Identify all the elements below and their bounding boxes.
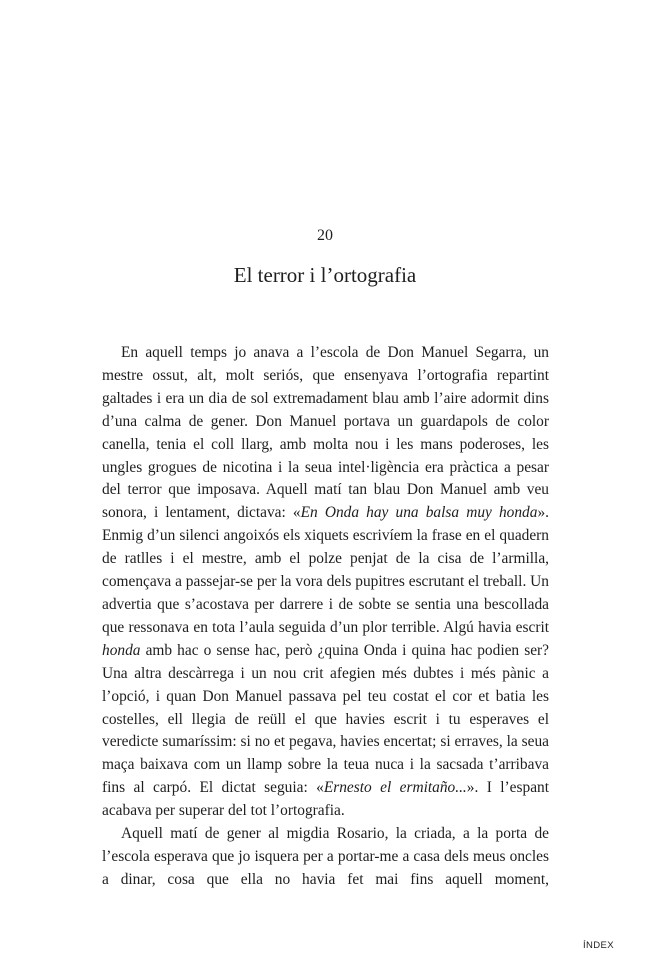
paragraph-2 <box>102 823 549 892</box>
paragraph-1-italic-onda: En Onda hay una balsa muy honda <box>300 504 538 522</box>
paragraph-1 <box>102 342 549 823</box>
chapter-number: 20 <box>317 227 333 244</box>
paragraph-1-segment-1: En aquell temps jo anava a l’escola de Don Manuel Segarra, un mestre ossut, alt, molt seriós, que ensenyava l’ortografia repartint galtades i era un dia de sol extremadament blau amb l’aire adormit dins d’una calma de gener. Don Manuel portava un guardapols de color canella, tenia el coll llarg, amb molta nou i les mans poderoses, les ungles grogues de nicotina i la seua intel·ligència era pràctica a pesar del terror que imposava. Aquell matí tan blau Don Manuel amb veu sonora, i lentament, dictava: « <box>102 344 549 522</box>
body-text <box>102 342 549 892</box>
index-link[interactable]: ÍNDEX <box>583 940 615 951</box>
paragraph-1-italic-honda: honda <box>102 641 141 659</box>
chapter-title: El terror i l’ortografia <box>233 263 417 287</box>
paragraph-1-italic-ernesto: Ernesto el ermitaño... <box>323 779 467 797</box>
paragraph-2-segment-1: Aquell matí de gener al migdia Rosario, la criada, a la porta de l’escola esperava que jo isquera per a portar-me a casa dels meus oncles a dinar, cosa que ella no havia fet mai fins aquell moment, <box>102 825 549 888</box>
paragraph-1-segment-3: ». Enmig d’un silenci angoixós els xiquets escrivíem la frase en el quadern de ratlles i el mestre, amb el polze penjat de la cisa de l’armilla, començava a passejar-se per la vora dels pupitres escrutant el treball. Un advertia que s’acostava per darrere i de sobte se sentia una bescollada que ressonava en tota l’aula seguida d’un plor terrible. Algú havia escrit <box>102 504 549 636</box>
paragraph-1-segment-5: amb hac o sense hac, però ¿quina Onda i quina hac podien ser? Una altra descàrrega i un nou crit afegien més dubtes i més pànic a l’opció, i quan Don Manuel passava pel teu costat el cor et batia les costelles, ell llegia de reüll el que havies escrit i tu esperaves el veredicte sumaríssim: si no et pegava, havies encertat; si erraves, la seua maça baixava com un llamp sobre la teua nuca i la sacsada t’arribava fins al carpó. El dictat seguia: « <box>102 641 549 797</box>
paragraph-1-segment-7: ». I l’espant acabava per superar del tot l’ortografia. <box>102 779 549 820</box>
